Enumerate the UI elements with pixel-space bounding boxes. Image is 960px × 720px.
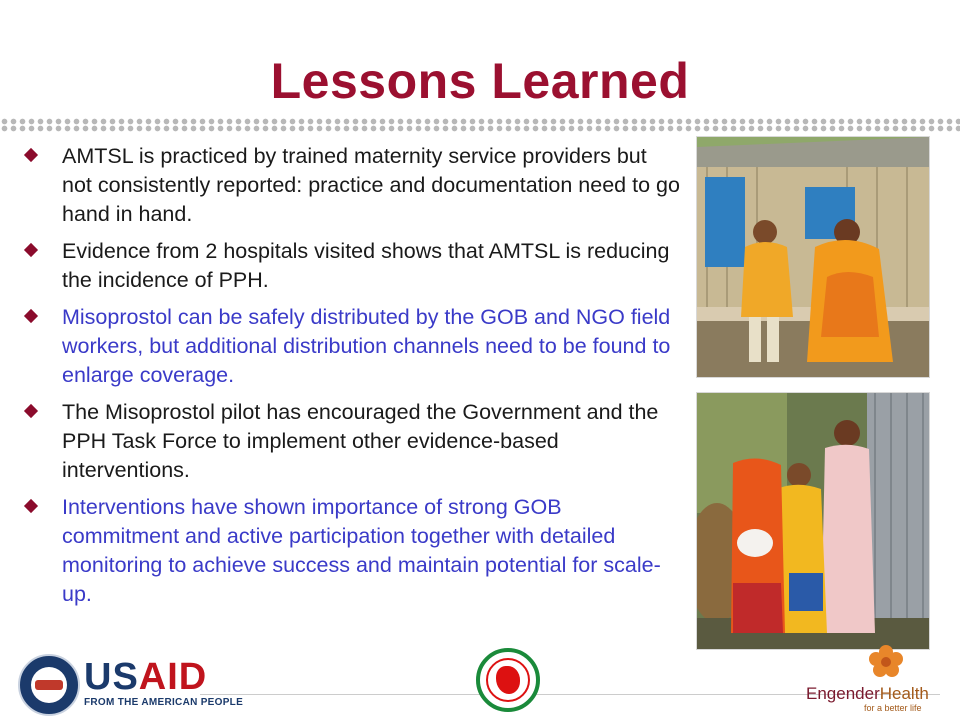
- diamond-bullet-icon: [24, 243, 38, 257]
- bullet-text: AMTSL is practiced by trained maternity service providers but not consistently reported: practice and documentation need to go hand in hand.: [62, 144, 680, 226]
- diamond-bullet-icon: [24, 309, 38, 323]
- bullet-item: [22, 237, 682, 295]
- bullet-item: [22, 493, 682, 609]
- diamond-bullet-icon: [24, 499, 38, 513]
- bullet-text: The Misoprostol pilot has encouraged the Government and the PPH Task Force to implement other evidence-based interventions.: [62, 400, 659, 482]
- diamond-bullet-icon: [24, 148, 38, 162]
- bullet-item: [22, 398, 682, 485]
- bangladesh-government-seal-icon: [476, 648, 540, 712]
- usaid-seal-icon: [18, 654, 80, 716]
- bullet-item: [22, 142, 682, 229]
- bullet-text: Evidence from 2 hospitals visited shows that AMTSL is reducing the incidence of PPH.: [62, 239, 670, 292]
- engenderhealth-logo-text: EngenderHealth: [806, 684, 929, 703]
- bullet-text: Misoprostol can be safely distributed by the GOB and NGO field workers, but additional distribution channels need to be found to enlarge coverage.: [62, 305, 671, 387]
- photo-family-with-baby: [696, 392, 930, 650]
- bullet-list: [22, 142, 682, 617]
- engenderhealth-tagline: for a better life: [864, 703, 922, 713]
- dotted-divider: [0, 118, 960, 132]
- bullet-text: Interventions have shown importance of strong GOB commitment and active participation together with detailed monitoring to achieve success and maintain potential for scale-up.: [62, 495, 661, 606]
- bullet-item: [22, 303, 682, 390]
- photo-women-at-house: [696, 136, 930, 378]
- diamond-bullet-icon: [24, 404, 38, 418]
- slide-title: Lessons Learned: [270, 53, 690, 109]
- usaid-logo-text: USAID: [84, 656, 208, 698]
- usaid-tagline: FROM THE AMERICAN PEOPLE: [84, 697, 244, 708]
- engenderhealth-flower-icon: [866, 644, 906, 678]
